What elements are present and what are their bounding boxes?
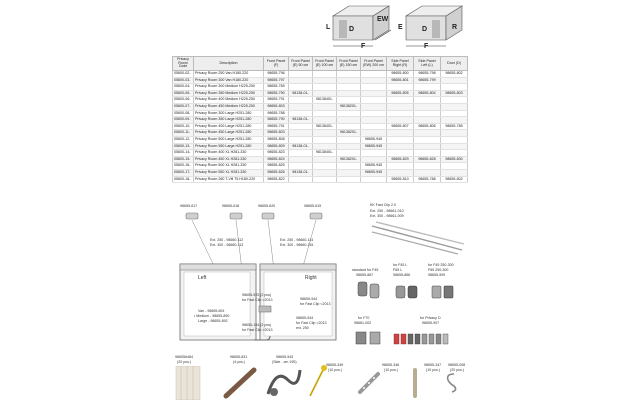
table-cell: 98655-789: [264, 84, 289, 91]
table-cell: [414, 169, 441, 176]
table-cell: 98655-825: [264, 163, 289, 170]
table-cell: [289, 156, 313, 163]
table-cell: 98655-803: [441, 90, 468, 97]
table-row: [173, 169, 468, 176]
table-row: [173, 84, 468, 91]
table-cell: [313, 103, 337, 110]
table-cell: [414, 150, 441, 157]
table-cell: [313, 117, 337, 124]
table-cell: [313, 130, 337, 137]
table-header-7: Side Panel Right (R): [387, 57, 414, 71]
table-cell: 98138-01-: [289, 117, 313, 124]
f65-label-3: 98655-909: [428, 273, 446, 277]
table-cell: [337, 169, 361, 176]
table-cell: Privacy Room 260 T-Vill T5 H180-220: [194, 176, 264, 183]
table-cell: 98655-797: [264, 77, 289, 84]
table-cell: 98655-830: [441, 156, 468, 163]
table-cell: [289, 123, 313, 130]
b346-label-2: (10 pcs.): [384, 368, 398, 372]
table-cell: 98655-806: [414, 123, 441, 130]
table-cell: [289, 84, 313, 91]
table-cell: 98655-828: [414, 156, 441, 163]
table-cell: [361, 110, 387, 117]
part-346: [356, 370, 382, 396]
van-label-3: Large - 98655-892: [198, 319, 228, 323]
table-cell: [337, 143, 361, 150]
table-cell: 98138-01-: [289, 90, 313, 97]
kk-rails-drawing: [370, 220, 466, 256]
table-cell: [289, 71, 313, 78]
f65-label-1: for F45 250-300: [428, 263, 454, 267]
table-cell: 98655-826: [264, 169, 289, 176]
table-cell: Privacy Room 450 Large H251-280: [194, 130, 264, 137]
p923-label-1: 98655-923 (2 pcs): [242, 293, 272, 297]
table-cell: [289, 103, 313, 110]
table-header-6: Front Panel (EW) 200 cm: [361, 57, 387, 71]
table-cell: 98655-788: [264, 110, 289, 117]
table-cell: 98655-802: [441, 176, 468, 183]
table-cell: 98138-01-: [289, 143, 313, 150]
table-header-0: Privacy Room Code: [173, 57, 194, 71]
table-cell: [414, 117, 441, 124]
table-cell: 05600-10-: [173, 123, 194, 130]
table-cell: 05600-17-: [173, 169, 194, 176]
table-cell: Privacy Room 400 Medium H225-250: [194, 97, 264, 104]
table-cell: [414, 110, 441, 117]
table-cell: 98138201-: [337, 130, 361, 137]
ext-left-label-1: Ext. 250 - 98660-112: [210, 238, 244, 242]
b484-label-1: 98655#484: [175, 355, 193, 359]
table-cell: 98655-803: [264, 130, 289, 137]
f45l-label-1: for F45 L: [393, 263, 408, 267]
bracket-867-icon: [356, 280, 382, 304]
diagram-left-letter-d: D: [349, 26, 355, 33]
table-cell: 05600-08-: [173, 110, 194, 117]
table-cell: [289, 130, 313, 137]
table-cell: [337, 71, 361, 78]
table-cell: [337, 117, 361, 124]
f70-label-1: for F70: [358, 316, 370, 320]
std-label-2: 98655-867: [356, 273, 374, 277]
table-cell: 98138401-: [313, 97, 337, 104]
diagram-right-letter-d: D: [422, 26, 428, 33]
van-label-1: Van - 98655-891: [198, 309, 225, 313]
clip-617-label: 98655-617: [180, 204, 198, 208]
table-cell: [337, 136, 361, 143]
table-cell: [414, 130, 441, 137]
privacy-room-diagram-right: [392, 2, 470, 52]
table-cell: [441, 117, 468, 124]
pole-icon: [222, 366, 258, 400]
diagram-left-letter-ew: EW: [377, 16, 389, 23]
table-cell: [441, 97, 468, 104]
table-cell: 05600-09-: [173, 117, 194, 124]
table-cell: [361, 130, 387, 137]
table-cell: [441, 84, 468, 91]
table-cell: [441, 169, 468, 176]
ext-right-label-1: Ext. 250 - 98660-114: [280, 238, 314, 242]
part-008: [442, 372, 462, 394]
table-cell: 98655-802: [441, 71, 468, 78]
cord-roll-icon: [264, 366, 304, 400]
table-cell: [337, 77, 361, 84]
table-cell: 98655-803: [264, 103, 289, 110]
table-cell: [289, 163, 313, 170]
table-cell: Privacy Room 250 Van H180-220: [194, 71, 264, 78]
table-cell: [387, 117, 414, 124]
table-header-3: Front Panel (E) 50 cm: [289, 57, 313, 71]
hook-icon: [252, 334, 272, 344]
part-943: [264, 366, 304, 400]
table-cell: 98138401-: [313, 123, 337, 130]
table-cell: [337, 150, 361, 157]
table-cell: 05600-15-: [173, 156, 194, 163]
kk-line-2: Ext. 300 - 98661-009: [370, 214, 404, 218]
p923-label-2: for Fast Clip >2013: [242, 298, 273, 302]
table-cell: 98655-785: [441, 123, 468, 130]
table-cell: 05600-04-: [173, 84, 194, 91]
table-cell: 05600-14-: [173, 150, 194, 157]
bracket-866-icon: [394, 282, 420, 302]
table-cell: [337, 110, 361, 117]
kk-line-1: Ext. 250 - 98661-010: [370, 209, 404, 213]
table-cell: 98655-945: [361, 163, 387, 170]
part-909: [430, 282, 456, 302]
table-header-9: Door (D): [441, 57, 468, 71]
table-cell: 98655-801: [387, 77, 414, 84]
p644-label-3: ext. 250: [296, 326, 309, 330]
part-privacy-d: [392, 328, 462, 348]
table-cell: Privacy Room 450 Medium H225-250: [194, 103, 264, 110]
table-cell: [441, 103, 468, 110]
table-header-row: [173, 57, 468, 71]
table-cell: 98655-945: [361, 169, 387, 176]
diagram-right: [392, 2, 470, 52]
table-cell: 98655-800: [387, 71, 414, 78]
table-cell: [289, 136, 313, 143]
b008-label-1: 98655-008: [448, 363, 466, 367]
table-cell: [289, 77, 313, 84]
table-cell: 05600-16-: [173, 163, 194, 170]
table-cell: [387, 110, 414, 117]
table-cell: [313, 169, 337, 176]
table-row: [173, 110, 468, 117]
priv-label-2: 98655-907: [422, 321, 440, 325]
part-831: [222, 366, 258, 400]
table-cell: Privacy Room 400 XL H281-330: [194, 150, 264, 157]
diagram-right-letter-f: F: [424, 43, 429, 50]
table-cell: [387, 169, 414, 176]
table-cell: 98138201-: [337, 103, 361, 110]
table-row: [173, 176, 468, 183]
f65-label-2: F65 250-300: [428, 268, 449, 272]
table-row: [173, 123, 468, 130]
table-cell: 98655-809: [264, 143, 289, 150]
table-cell: [414, 143, 441, 150]
table-cell: [361, 103, 387, 110]
table-cell: [361, 123, 387, 130]
table-cell: 98138-01-: [289, 169, 313, 176]
table-cell: [414, 103, 441, 110]
table-cell: Privacy Room 350 Large H251-280: [194, 117, 264, 124]
part-866: [394, 282, 420, 302]
table-cell: 05600-18-: [173, 176, 194, 183]
fast-clip-part: [258, 304, 272, 314]
part-867: [356, 280, 382, 304]
table-cell: 05600-03-: [173, 77, 194, 84]
priv-label-1: for Privacy D: [420, 316, 441, 320]
clip-618-label: 98655-618: [222, 204, 240, 208]
van-label-2: • Medium - 98655-890: [194, 314, 230, 318]
bracket-f70-icon: [354, 328, 384, 348]
bracket-plate-icon: [356, 370, 382, 396]
table-cell: [289, 110, 313, 117]
p944-label-1: 98655-944: [300, 297, 318, 301]
table-cell: 98655-824: [264, 156, 289, 163]
diagram-right-letter-e: E: [398, 24, 403, 31]
table-row: [173, 163, 468, 170]
table-cell: [441, 143, 468, 150]
b346-label-1: 98655-346: [382, 363, 400, 367]
privacy-d-fittings-icon: [392, 328, 462, 348]
table-cell: [387, 136, 414, 143]
table-cell: 05600-12-: [173, 136, 194, 143]
table-cell: [361, 84, 387, 91]
table-cell: [361, 97, 387, 104]
table-cell: 98655-945: [361, 136, 387, 143]
table-header-5: Front Panel (E) 150 cm: [337, 57, 361, 71]
table-row: [173, 143, 468, 150]
table-header-8: Side Panel Left (L): [414, 57, 441, 71]
tension-band-icon: [404, 368, 426, 398]
table-cell: [441, 163, 468, 170]
table-cell: 98138201-: [337, 156, 361, 163]
table-cell: 98138401-: [313, 150, 337, 157]
table-cell: Privacy Room 350 Medium H225-250: [194, 90, 264, 97]
table-cell: Privacy Room 300 Van H180-220: [194, 77, 264, 84]
table-cell: [313, 156, 337, 163]
table-cell: [441, 136, 468, 143]
ext-right-label-2: Ext. 300 - 98660-115: [280, 243, 314, 247]
table-cell: [361, 117, 387, 124]
table-cell: [313, 110, 337, 117]
table-cell: 98655-823: [264, 150, 289, 157]
table-cell: [337, 176, 361, 183]
table-cell: 98655-790: [264, 90, 289, 97]
table-cell: 98655-808: [264, 136, 289, 143]
table-cell: [313, 136, 337, 143]
table-cell: [361, 90, 387, 97]
table-cell: [387, 84, 414, 91]
table-cell: 98655-804: [414, 90, 441, 97]
part-349: [306, 362, 328, 398]
table-cell: [414, 163, 441, 170]
table-cell: Privacy Room 300 Medium H225-250: [194, 84, 264, 91]
table-cell: 98655-945: [361, 143, 387, 150]
table-cell: [337, 97, 361, 104]
part-484: [174, 366, 202, 400]
table-row: [173, 130, 468, 137]
table-row: [173, 136, 468, 143]
table-header-2: Front Panel (F): [264, 57, 289, 71]
table-header-1: Description: [194, 57, 264, 71]
table-cell: [361, 176, 387, 183]
table-row: [173, 90, 468, 97]
s-hook-icon: [442, 372, 462, 394]
table-cell: Privacy Room 550 XL H281-330: [194, 169, 264, 176]
b943-label-1: 98655-943: [276, 355, 294, 359]
b349-label-1: 98655-349: [326, 363, 344, 367]
table-cell: [313, 163, 337, 170]
table-cell: 98655-822: [264, 176, 289, 183]
frame-left-label: Left: [198, 275, 207, 281]
strap-bundle-icon: [174, 366, 202, 400]
table-row: [173, 77, 468, 84]
table-row: [173, 97, 468, 104]
table-row: [173, 103, 468, 110]
table-cell: [441, 130, 468, 137]
part-f70: [354, 328, 384, 348]
table-row: [173, 150, 468, 157]
spec-table: [172, 56, 468, 183]
table-cell: [414, 84, 441, 91]
table-cell: 98655-788: [414, 176, 441, 183]
table-cell: [313, 143, 337, 150]
table-cell: 05600-02-: [173, 71, 194, 78]
table-cell: Privacy Room 500 Large H251-280: [194, 136, 264, 143]
table-cell: 05600-13-: [173, 143, 194, 150]
f45l-label-2: F65 L: [393, 268, 403, 272]
table-cell: 98655-805: [387, 90, 414, 97]
table-cell: [289, 150, 313, 157]
table-cell: [387, 97, 414, 104]
b831-label-1: 98655-831: [230, 355, 248, 359]
table-cell: [441, 77, 468, 84]
table-row: [173, 71, 468, 78]
ext-left-label-2: Ext. 300 - 98660-113: [210, 243, 244, 247]
table-cell: 98655-791: [264, 123, 289, 130]
p104-label-2: for Fast Clip >2013: [242, 328, 273, 332]
table-cell: Privacy Room 550 Large H251-280: [194, 143, 264, 150]
table-cell: 98655-810: [387, 176, 414, 183]
table-row: [173, 117, 468, 124]
b484-label-2: (20 pcs.): [177, 360, 191, 364]
table-cell: 98655-798: [414, 71, 441, 78]
peg-icon: [306, 362, 328, 398]
p944-label-2: for Fast Clip <2013: [300, 302, 331, 306]
table-cell: Privacy Room 500 XL H281-330: [194, 163, 264, 170]
b347-label-2: (10 pcs.): [426, 368, 440, 372]
table-cell: 05600-05-: [173, 90, 194, 97]
table-cell: 98655-791: [264, 97, 289, 104]
table-cell: [361, 156, 387, 163]
table-cell: 98655-799: [414, 77, 441, 84]
table-body: [173, 71, 468, 183]
table-cell: [387, 150, 414, 157]
p104-label-1: 98655-104 (2 pcs): [242, 323, 272, 327]
p644-label-2: for Fast Clip >2013: [296, 321, 327, 325]
table-cell: 98655-790: [264, 117, 289, 124]
table-cell: [337, 84, 361, 91]
table-cell: [414, 136, 441, 143]
b349-label-2: (10 pcs.): [328, 368, 342, 372]
table-cell: 98655-796: [264, 71, 289, 78]
table-cell: [387, 143, 414, 150]
table-cell: [361, 150, 387, 157]
table-cell: [441, 150, 468, 157]
b347-label-1: 98655-347: [424, 363, 442, 367]
f70-label-2: 98661-002: [354, 321, 372, 325]
fast-clip-icon: [258, 304, 272, 314]
table-cell: [441, 110, 468, 117]
table-cell: [337, 123, 361, 130]
table-cell: [414, 97, 441, 104]
bracket-909-icon: [430, 282, 456, 302]
table-cell: [387, 163, 414, 170]
frame-right-label: Right: [305, 275, 317, 281]
part-347: [404, 368, 426, 398]
table-cell: 98655-807: [387, 123, 414, 130]
std-label-1: standard for F45: [352, 268, 379, 272]
table-cell: 05600-11-: [173, 130, 194, 137]
diagram-right-letter-r: R: [452, 24, 458, 31]
table-header-4: Front Panel (E) 100 cm: [313, 57, 337, 71]
clip-619-label: 98655-619: [304, 204, 322, 208]
hook-part: [252, 334, 272, 344]
table-cell: Privacy Room 450 XL H281-330: [194, 156, 264, 163]
table-cell: [387, 130, 414, 137]
table-cell: 05600-06-: [173, 97, 194, 104]
f45l-label-3: 98655-866: [393, 273, 411, 277]
table-row: [173, 156, 468, 163]
b008-label-2: (20 pcs.): [450, 368, 464, 372]
table-cell: [387, 103, 414, 110]
table-cell: [337, 163, 361, 170]
table-cell: [313, 84, 337, 91]
table-cell: [337, 90, 361, 97]
table-cell: [313, 176, 337, 183]
kk-title: KK Fast Clip 2.0: [370, 203, 396, 207]
table-cell: [289, 176, 313, 183]
clip-620-label: 98655-620: [258, 204, 276, 208]
table-cell: [313, 71, 337, 78]
table-cell: [361, 71, 387, 78]
table-cell: [361, 77, 387, 84]
table-cell: [313, 77, 337, 84]
diagram-left-letter-l: L: [326, 24, 331, 31]
p644-label-1: 98655-944: [296, 316, 314, 320]
table-cell: Privacy Room 400 Large H251-280: [194, 123, 264, 130]
diagram-left-letter-f: F: [361, 43, 366, 50]
table-cell: Privacy Room 300 Large H251-280: [194, 110, 264, 117]
table-cell: 98655-829: [387, 156, 414, 163]
b943-label-2: (Side - cm 195): [272, 360, 297, 364]
b831-label-2: (4 pcs.): [233, 360, 245, 364]
table-cell: [313, 90, 337, 97]
table-cell: [289, 97, 313, 104]
table-cell: 05600-07-: [173, 103, 194, 110]
